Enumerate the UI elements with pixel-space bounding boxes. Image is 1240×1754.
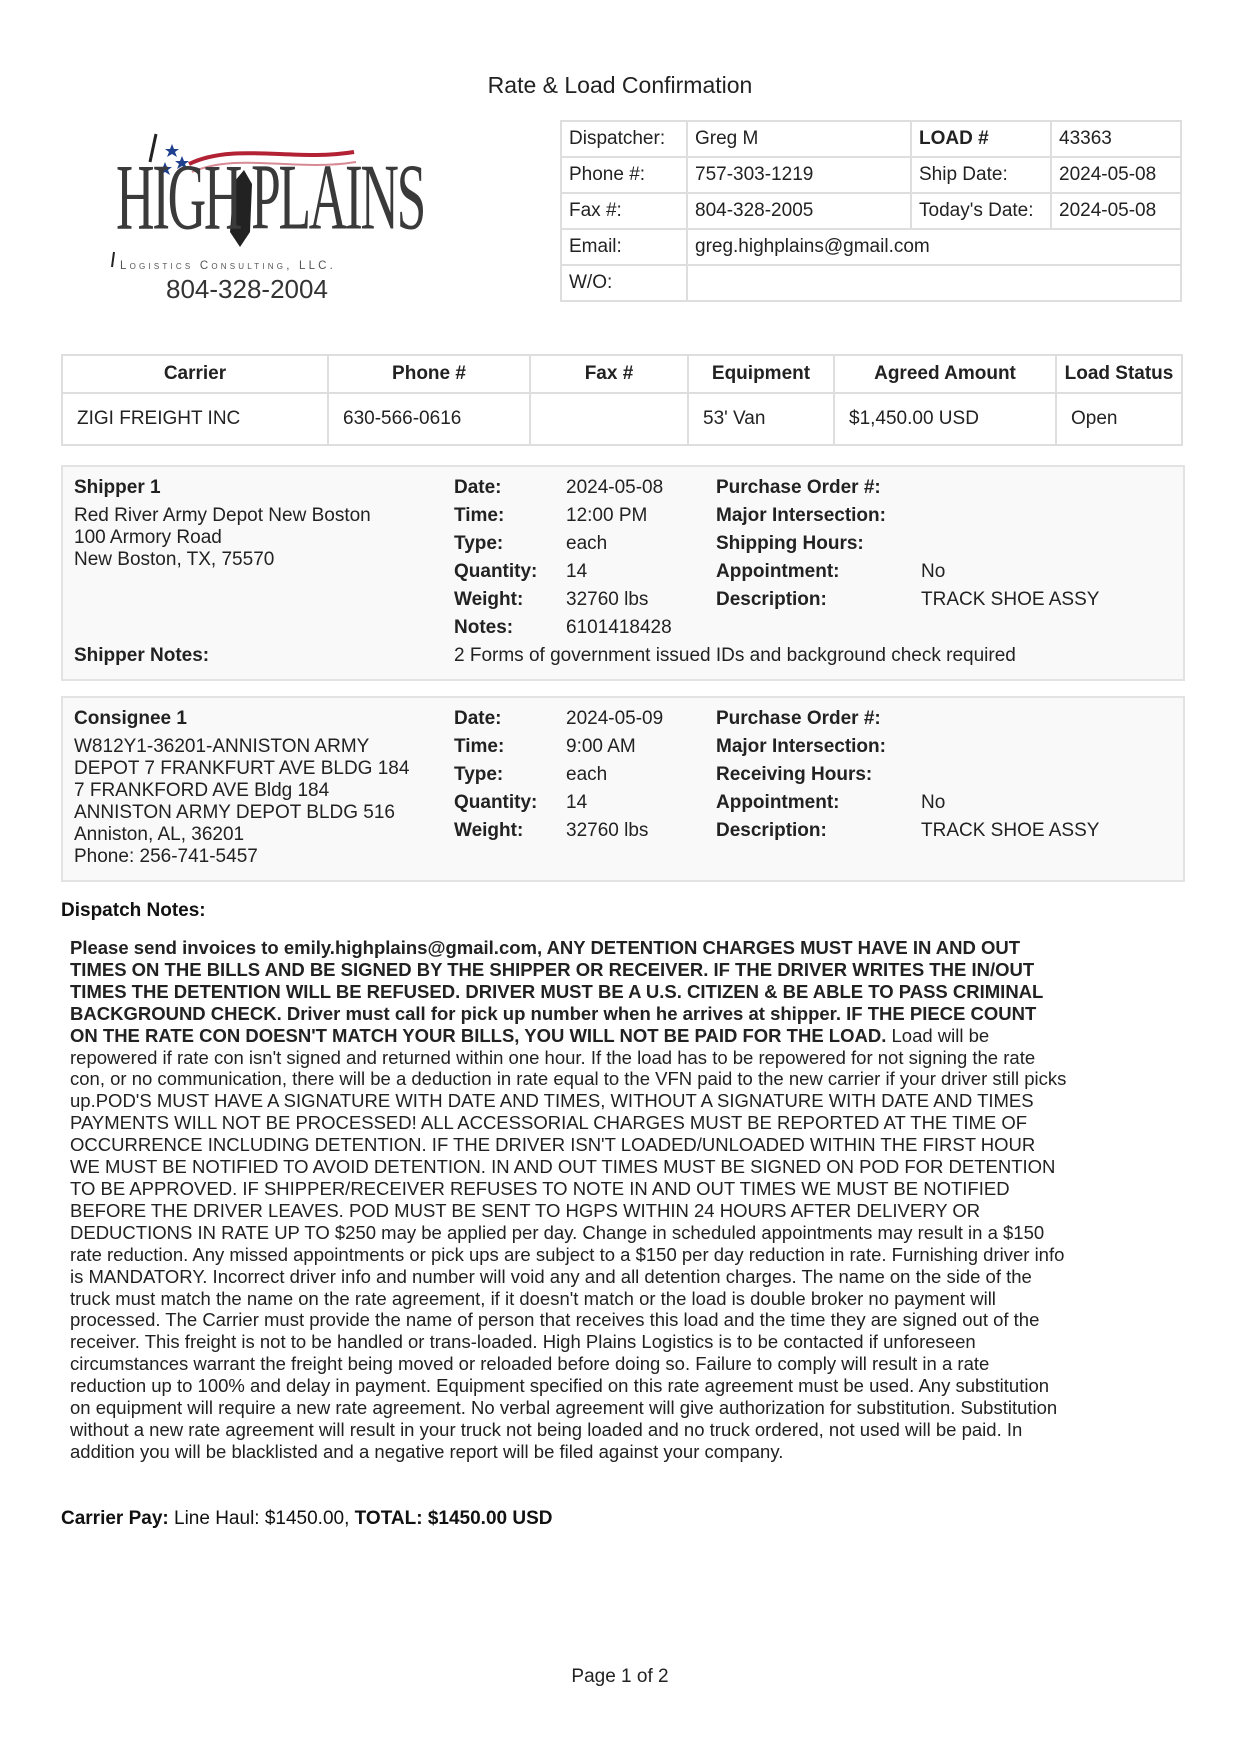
dispatch-bold-line: ON THE RATE CON DOESN'T MATCH YOUR BILLS, YOU WILL NOT BE PAID FOR THE LOAD. <box>70 1024 887 1046</box>
shipper-notes: 6101418428 <box>566 617 672 638</box>
shipper-time-label: Time: <box>454 505 505 526</box>
carrier-table <box>61 354 1183 446</box>
shipper-date-label: Date: <box>454 477 502 498</box>
shipper-notes-text: 2 Forms of government issued IDs and background check required <box>454 645 1016 666</box>
shipper-hours-label: Shipping Hours: <box>716 533 864 554</box>
consignee-po-label: Purchase Order #: <box>716 708 881 729</box>
dispatch-line: rate reduction. Any missed appointments or pick ups are subject to a $150 per day reduction in rate. Furnishing driver info <box>70 1243 1065 1265</box>
consignee-address-line: DEPOT 7 FRANKFURT AVE BLDG 184 <box>74 758 410 779</box>
consignee-time-label: Time: <box>454 736 505 757</box>
logo-phone: 804-328-2004 <box>166 274 328 304</box>
shipper-description: TRACK SHOE ASSY <box>921 589 1100 610</box>
dispatch-bold-line: Please send invoices to emily.highplains@gmail.com, ANY DETENTION CHARGES MUST HAVE IN AND OUT <box>70 937 1021 958</box>
dispatch-bold-line: BACKGROUND CHECK. Driver must call for pick up number when he arrives at shipper. IF THE PIECE COUNT <box>70 1002 1037 1024</box>
shipper-address-line: Red River Army Depot New Boston <box>74 505 371 526</box>
shipper-type: each <box>566 533 608 554</box>
ship-date-label: Ship Date: <box>911 157 1051 193</box>
today-date-value: 2024-05-08 <box>1051 193 1181 229</box>
page-title: Rate & Load Confirmation <box>487 72 753 98</box>
consignee-description: TRACK SHOE ASSY <box>921 820 1100 841</box>
header-agreed-amount: Agreed Amount <box>834 355 1056 393</box>
consignee-date: 2024-05-09 <box>566 708 664 729</box>
dispatch-info-table <box>560 120 1182 302</box>
page-number: Page 1 of 2 <box>571 1666 669 1687</box>
consignee-address-line: 7 FRANKFORD AVE Bldg 184 <box>74 780 330 801</box>
consignee-section <box>61 696 1185 882</box>
dispatch-line: TO BE APPROVED. IF SHIPPER/RECEIVER REFUSES TO NOTE IN AND OUT TIMES WE MUST BE NOTIFIED <box>70 1177 1010 1199</box>
phone-label: Phone #: <box>561 157 687 193</box>
dispatch-line: without a new rate agreement will result in your truck not being loaded and no truck ordered, not used will be paid. In <box>70 1418 1023 1440</box>
shipper-quantity-label: Quantity: <box>454 561 538 582</box>
logo-subtitle: Logistics Consulting, LLC. <box>120 260 337 272</box>
consignee-weight: 32760 lbs <box>566 820 649 841</box>
carrier-fax <box>530 393 688 445</box>
dispatch-line: truck must match the name on the rate agreement, if it doesn't match or the load is double broker no payment will <box>70 1287 996 1309</box>
dispatch-line-tail: Load will be <box>886 1024 990 1046</box>
consignee-title: Consignee 1 <box>74 708 187 729</box>
dispatch-mixed-line <box>70 1025 1168 1047</box>
company-logo <box>64 122 424 307</box>
consignee-quantity: 14 <box>566 792 588 813</box>
line-haul-amount: Line Haul: $1450.00, <box>168 1508 355 1529</box>
wo-label: W/O: <box>561 265 687 301</box>
consignee-date-label: Date: <box>454 708 502 729</box>
total-amount: TOTAL: $1450.00 USD <box>354 1508 553 1529</box>
shipper-quantity: 14 <box>566 561 588 582</box>
wo-value <box>687 265 1181 301</box>
dispatch-line: up.POD'S MUST HAVE A SIGNATURE WITH DATE AND TIMES, WITHOUT A SIGNATURE WITH DATE AND TIMES <box>70 1090 1034 1112</box>
dispatch-line: con, or no communication, there will be a deduction in rate equal to the VFN paid to the new carrier if your driver still picks <box>70 1068 1067 1090</box>
table-row <box>62 393 1182 445</box>
carrier-pay-label: Carrier Pay: <box>61 1508 169 1529</box>
carrier-pay-line <box>61 1508 552 1530</box>
consignee-appointment-label: Appointment: <box>716 792 840 813</box>
carrier-name: ZIGI FREIGHT INC <box>62 393 328 445</box>
dispatch-notes-body <box>70 937 1168 1463</box>
dispatch-line: OCCURRENCE INCLUDING DETENTION. IF THE DRIVER ISN'T LOADED/UNLOADED WITHIN THE FIRST HOUR <box>70 1134 1036 1156</box>
dispatch-line: on equipment will require a new rate agreement. No verbal agreement will give authorization for substitution. Substitution <box>70 1397 1058 1419</box>
header-carrier: Carrier <box>62 355 328 393</box>
consignee-description-label: Description: <box>716 820 827 841</box>
header-load-status: Load Status <box>1056 355 1182 393</box>
dispatch-line: circumstances warrant the freight being moved or reloaded before doing so. Failure to comply will result in a rate <box>70 1353 990 1375</box>
logo-brand-text: HIGH PLAINS <box>116 144 424 249</box>
shipper-notes-label: Notes: <box>454 617 514 638</box>
today-date-label: Today's Date: <box>911 193 1051 229</box>
header-fax: Fax # <box>530 355 688 393</box>
shipper-address-line: 100 Armory Road <box>74 527 222 548</box>
consignee-address-line: Anniston, AL, 36201 <box>74 824 245 845</box>
shipper-po-label: Purchase Order #: <box>716 477 881 498</box>
fax-value: 804-328-2005 <box>687 193 911 229</box>
dispatch-line: is MANDATORY. Incorrect driver info and number will void any and all detention charges. The name on the side of the <box>70 1265 1032 1287</box>
fax-label: Fax #: <box>561 193 687 229</box>
dispatch-line: WE MUST BE NOTIFIED TO AVOID DETENTION. IN AND OUT TIMES MUST BE SIGNED ON POD FOR DETENTION <box>70 1156 1056 1178</box>
load-label: LOAD # <box>911 121 1051 157</box>
dispatch-bold-line: TIMES ON THE BILLS AND BE SIGNED BY THE SHIPPER OR RECEIVER. IF THE DRIVER WRITES THE IN/OUT <box>70 958 1035 980</box>
dispatch-line: BEFORE THE DRIVER LEAVES. POD MUST BE SENT TO HGPS WITHIN 24 HOURS AFTER DELIVERY OR <box>70 1199 981 1221</box>
header-phone: Phone # <box>328 355 530 393</box>
consignee-phone: Phone: 256-741-5457 <box>74 846 258 867</box>
shipper-appointment: No <box>921 561 946 582</box>
consignee-appointment: No <box>921 792 946 813</box>
load-value: 43363 <box>1051 121 1181 157</box>
carrier-agreed-amount: $1,450.00 USD <box>834 393 1056 445</box>
consignee-quantity-label: Quantity: <box>454 792 538 813</box>
header-equipment: Equipment <box>688 355 834 393</box>
shipper-description-label: Description: <box>716 589 827 610</box>
consignee-time: 9:00 AM <box>566 736 636 757</box>
consignee-address-line: W812Y1-36201-ANNISTON ARMY <box>74 736 370 757</box>
dispatch-bold-line: TIMES THE DETENTION WILL BE REFUSED. DRIVER MUST BE A U.S. CITIZEN & BE ABLE TO PASS CRIMINAL <box>70 980 1044 1002</box>
ship-date-value: 2024-05-08 <box>1051 157 1181 193</box>
shipper-intersection-label: Major Intersection: <box>716 505 886 526</box>
carrier-phone: 630-566-0616 <box>328 393 530 445</box>
shipper-address-line: New Boston, TX, 75570 <box>74 549 275 570</box>
consignee-intersection-label: Major Intersection: <box>716 736 886 757</box>
consignee-hours-label: Receiving Hours: <box>716 764 873 785</box>
dispatch-notes-heading: Dispatch Notes: <box>61 900 206 921</box>
shipper-appointment-label: Appointment: <box>716 561 840 582</box>
dispatcher-label: Dispatcher: <box>561 121 687 157</box>
shipper-title: Shipper 1 <box>74 477 161 498</box>
dispatch-line: receiver. This freight is not to be handled or trans-loaded. High Plains Logistics is to be contacted if unforeseen <box>70 1331 976 1353</box>
shipper-weight: 32760 lbs <box>566 589 649 610</box>
shipper-weight-label: Weight: <box>454 589 524 610</box>
phone-value: 757-303-1219 <box>687 157 911 193</box>
dispatch-line: DEDUCTIONS IN RATE UP TO $250 may be applied per day. Change in scheduled appointments may result in a $150 <box>70 1221 1045 1243</box>
email-value: greg.highplains@gmail.com <box>687 229 1181 265</box>
carrier-load-status: Open <box>1056 393 1182 445</box>
consignee-type: each <box>566 764 608 785</box>
dispatch-line: reduction up to 100% and delay in payment. Equipment specified on this rate agreement must be used. Any substitution <box>70 1375 1050 1397</box>
email-label: Email: <box>561 229 687 265</box>
dispatch-line: processed. The Carrier must provide the name of person that receives this load and the time they are signed out of the <box>70 1309 1040 1331</box>
carrier-equipment: 53' Van <box>688 393 834 445</box>
shipper-notes-heading: Shipper Notes: <box>74 645 210 666</box>
shipper-type-label: Type: <box>454 533 504 554</box>
dispatcher-value: Greg M <box>687 121 911 157</box>
dispatch-line: PAYMENTS WILL NOT BE PROCESSED! ALL ACCESSORIAL CHARGES MUST BE REPORTED AT THE TIME OF <box>70 1112 1028 1134</box>
dispatch-line: repowered if rate con isn't signed and returned within one hour. If the load has to be repowered for not signing the rate <box>70 1046 1036 1068</box>
consignee-type-label: Type: <box>454 764 504 785</box>
shipper-section <box>61 465 1185 681</box>
shipper-date: 2024-05-08 <box>566 477 664 498</box>
consignee-weight-label: Weight: <box>454 820 524 841</box>
shipper-time: 12:00 PM <box>566 505 648 526</box>
dispatch-line: addition you will be blacklisted and a negative report will be filed against your company. <box>70 1440 784 1462</box>
consignee-address-line: ANNISTON ARMY DEPOT BLDG 516 <box>74 802 395 823</box>
